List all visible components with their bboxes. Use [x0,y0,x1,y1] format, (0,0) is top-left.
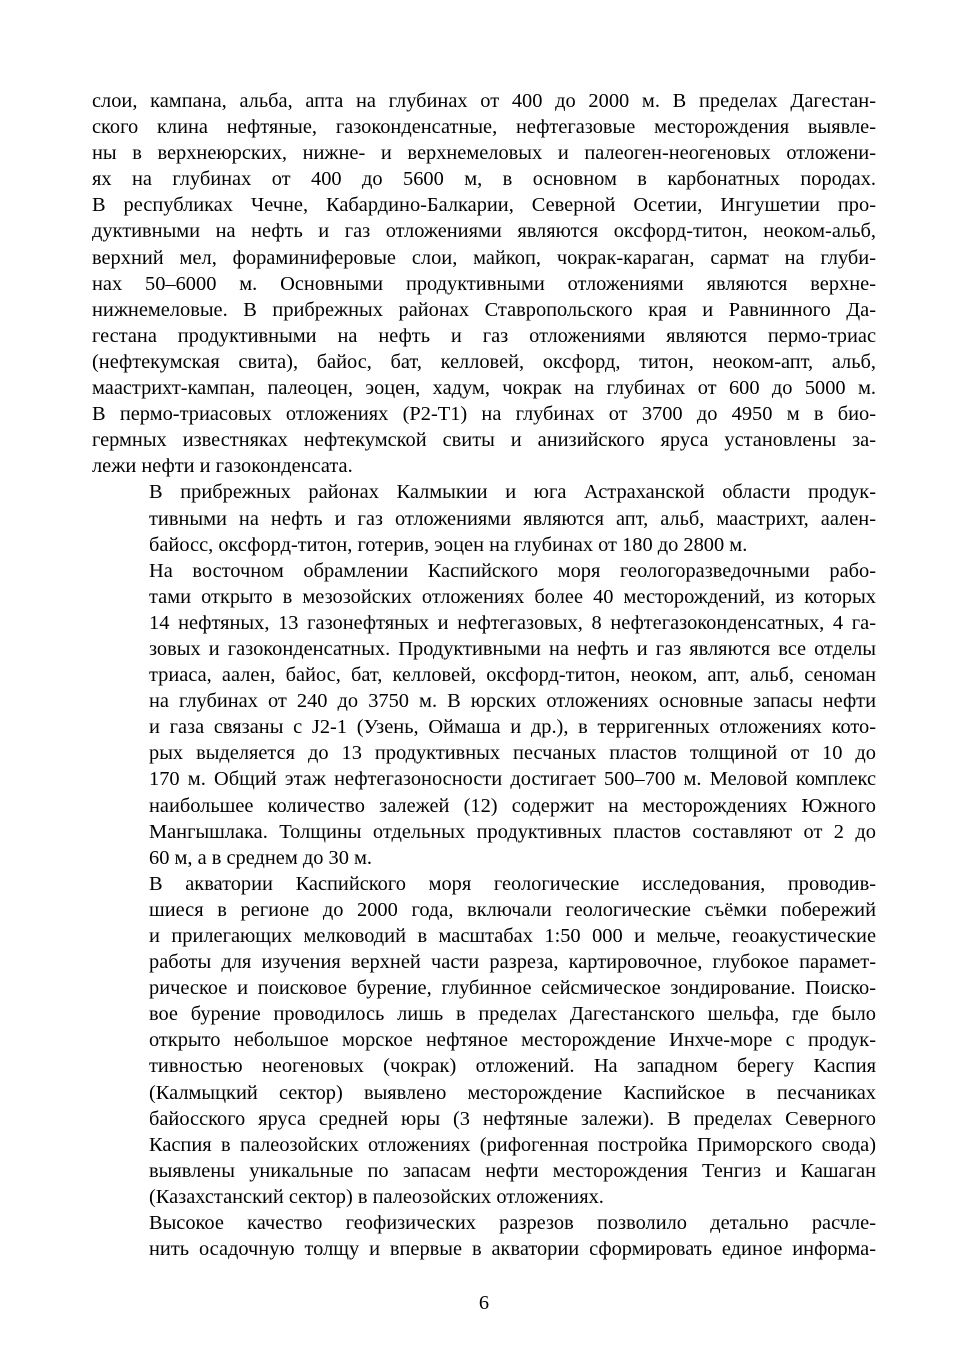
text-line: тивностью неогеновых (чокрак) отложений. На западном берегу Каспия [149,1055,876,1078]
text-line: на глубинах от 240 до 3750 м. В юрских отложениях основные запасы нефти [149,690,876,713]
text-line: зовых и газоконденсатных. Продуктивными на нефть и газ являются все отделы [149,637,876,660]
text-line: ях на глубинах от 400 до 5600 м, в основном в карбонатных породах. [92,168,876,191]
text-line: ского клина нефтяные, газоконденсатные, нефтегазовые месторождения выявле- [92,116,876,139]
paragraph [92,558,876,871]
text-line: нах 50–6000 м. Основными продуктивными отложениями являются верхне- [92,272,876,295]
text-line: выявлены уникальные по запасам нефти месторождения Тенгиз и Кашаган [149,1159,876,1182]
text-line: и газа связаны с J2-1 (Узень, Оймаша и др.), в терригенных отложениях кото- [149,716,876,739]
paragraph [92,88,876,479]
text-line: В прибрежных районах Калмыкии и юга Астраханской области продук- [149,481,876,504]
text-line: тами открыто в мезозойских отложениях более 40 месторождений, из которых [149,585,876,608]
text-line: слои, кампана, альба, апта на глубинах от 400 до 2000 м. В пределах Дагестан- [92,90,876,112]
text-line: гермных известняках нефтекумской свиты и анизийского яруса установлены за- [92,429,876,452]
text-line: работы для изучения верхней части разреза, картировочное, глубокое парамет- [149,951,876,974]
text-line: рых выделяется до 13 продуктивных песчаных пластов толщиной от 10 до [149,742,876,765]
text-line: триаса, аален, байос, бат, келловей, оксфорд-титон, неоком, апт, альб, сеноман [149,664,876,687]
text-line: 14 нефтяных, 13 газонефтяных и нефтегазовых, 8 нефтегазоконденсатных, 4 га- [149,611,876,634]
text-line: 170 м. Общий этаж нефтегазоносности достигает 500–700 м. Меловой комплекс [149,768,876,791]
paragraph [92,479,876,557]
page-number: 6 [478,1292,490,1314]
text-line: байосс, оксфорд-титон, готерив, эоцен на глубинах от 180 до 2800 м. [149,533,748,556]
text-line: ны в верхнеюрских, нижне- и верхнемеловых и палеоген-неогеновых отложени- [92,142,876,165]
paragraph [92,1210,876,1262]
text-line: 60 м, а в среднем до 30 м. [149,846,372,869]
text-line: и прилегающих мелководий в масштабах 1:50 000 и мельче, геоакустические [149,925,876,947]
text-line: наибольшее количество залежей (12) содержит на месторождениях Южного [149,794,876,817]
text-line: нить осадочную толщу и впервые в акватории сформировать единое информа- [149,1238,876,1261]
text-line: тивными на нефть и газ отложениями являются апт, альб, маастрихт, аален- [149,507,876,530]
page-body [92,88,876,1262]
text-line: (нефтекумская свита), байос, бат, келловей, оксфорд, титон, неоком-апт, альб, [92,350,876,373]
text-line: вое бурение проводилось лишь в пределах Дагестанского шельфа, где было [149,1003,876,1026]
text-line: нижнемеловые. В прибрежных районах Ставропольского края и Равнинного Да- [92,298,876,321]
text-line: В республиках Чечне, Кабардино-Балкарии, Северной Осетии, Ингушетии про- [92,194,876,217]
text-line: гестана продуктивными на нефть и газ отложениями являются пермо-триас [92,324,876,347]
text-line: рическое и поисковое бурение, глубинное сейсмическое зондирование. Поиско- [149,977,876,1000]
text-line: лежи нефти и газоконденсата. [92,455,353,478]
text-line: На восточном обрамлении Каспийского моря геологоразведочными рабо- [149,559,876,582]
text-line: В акватории Каспийского моря геологические исследования, проводив- [149,872,876,895]
paragraph [92,871,876,1210]
text-line: (Казахстанский сектор) в палеозойских отложениях. [149,1185,604,1208]
text-line: шиеся в регионе до 2000 года, включали геологические съёмки побережий [149,898,876,921]
text-line: дуктивными на нефть и газ отложениями являются оксфорд-титон, неоком-альб, [92,220,876,243]
text-line: маастрихт-кампан, палеоцен, эоцен, хадум, чокрак на глубинах от 600 до 5000 м. [92,377,876,400]
text-line: Мангышлака. Толщины отдельных продуктивных пластов составляют от 2 до [149,820,876,843]
text-line: байосского яруса средней юры (3 нефтяные залежи). В пределах Северного [149,1107,876,1130]
text-line: (Калмыцкий сектор) выявлено месторождение Каспийское в песчаниках [149,1081,876,1104]
text-line: открыто небольшое морское нефтяное месторождение Инхче-море с продук- [149,1029,876,1052]
text-line: В пермо-триасовых отложениях (P2-T1) на глубинах от 3700 до 4950 м в био- [92,403,876,426]
text-line: Высокое качество геофизических разрезов позволило детально расчле- [149,1212,876,1235]
text-line: верхний мел, фораминиферовые слои, майкоп, чокрак-караган, сармат на глуби- [92,246,876,269]
text-line: Каспия в палеозойских отложениях (рифогенная постройка Приморского свода) [149,1133,876,1156]
